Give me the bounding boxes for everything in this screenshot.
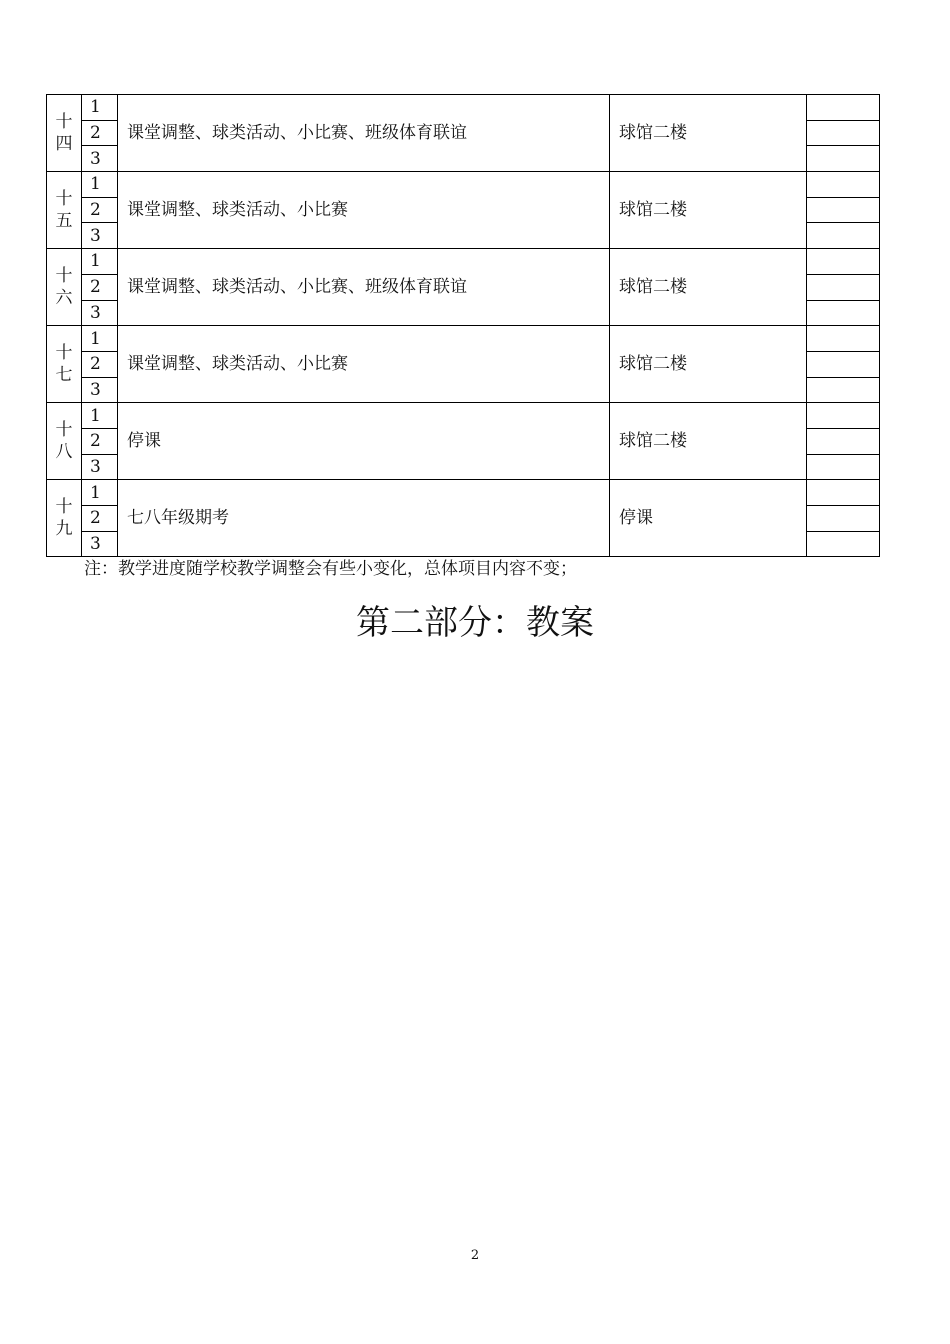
blank-cell bbox=[807, 223, 880, 249]
page-number: 2 bbox=[470, 1248, 480, 1263]
schedule-table bbox=[46, 94, 880, 557]
blank-cell bbox=[807, 377, 880, 403]
blank-cell bbox=[807, 146, 880, 172]
lesson-content: 停课 bbox=[118, 403, 610, 480]
lesson-content: 课堂调整、球类活动、小比赛 bbox=[118, 172, 610, 249]
week-cell bbox=[47, 172, 82, 249]
lesson-number: 3 bbox=[82, 377, 118, 403]
blank-cell bbox=[807, 95, 880, 121]
lesson-number: 2 bbox=[82, 197, 118, 223]
week-cell bbox=[47, 403, 82, 480]
lesson-number: 3 bbox=[82, 454, 118, 480]
lesson-number: 3 bbox=[82, 300, 118, 326]
blank-cell bbox=[807, 351, 880, 377]
lesson-place: 球馆二楼 bbox=[610, 326, 807, 403]
lesson-number: 2 bbox=[82, 120, 118, 146]
lesson-number: 1 bbox=[82, 172, 118, 198]
lesson-content: 课堂调整、球类活动、小比赛、班级体育联谊 bbox=[118, 95, 610, 172]
lesson-number: 2 bbox=[82, 428, 118, 454]
lesson-number: 1 bbox=[82, 326, 118, 352]
blank-cell bbox=[807, 249, 880, 275]
week-char: 五 bbox=[55, 211, 73, 232]
lesson-number: 3 bbox=[82, 531, 118, 557]
week-char: 八 bbox=[55, 442, 73, 463]
table-row bbox=[47, 95, 880, 121]
schedule-note: 注：教学进度随学校教学调整会有些小变化，总体项目内容不变； bbox=[84, 559, 577, 579]
table-row bbox=[47, 172, 880, 198]
week-char: 十 bbox=[55, 343, 73, 364]
blank-cell bbox=[807, 300, 880, 326]
week-char: 十 bbox=[55, 420, 73, 441]
week-char: 九 bbox=[55, 519, 73, 540]
lesson-number: 3 bbox=[82, 146, 118, 172]
lesson-content: 课堂调整、球类活动、小比赛、班级体育联谊 bbox=[118, 249, 610, 326]
lesson-number: 3 bbox=[82, 223, 118, 249]
blank-cell bbox=[807, 428, 880, 454]
table-row bbox=[47, 480, 880, 506]
lesson-place: 球馆二楼 bbox=[610, 172, 807, 249]
lesson-number: 1 bbox=[82, 95, 118, 121]
week-char: 十 bbox=[55, 497, 73, 518]
week-cell bbox=[47, 326, 82, 403]
week-char: 十 bbox=[55, 112, 73, 133]
lesson-content: 课堂调整、球类活动、小比赛 bbox=[118, 326, 610, 403]
week-char: 七 bbox=[55, 365, 73, 386]
week-cell bbox=[47, 249, 82, 326]
blank-cell bbox=[807, 480, 880, 506]
lesson-place: 球馆二楼 bbox=[610, 249, 807, 326]
lesson-number: 2 bbox=[82, 506, 118, 532]
blank-cell bbox=[807, 326, 880, 352]
blank-cell bbox=[807, 531, 880, 557]
week-char: 十 bbox=[55, 189, 73, 210]
table-row bbox=[47, 326, 880, 352]
blank-cell bbox=[807, 403, 880, 429]
blank-cell bbox=[807, 274, 880, 300]
week-char: 十 bbox=[55, 266, 73, 287]
lesson-number: 2 bbox=[82, 274, 118, 300]
lesson-content: 七八年级期考 bbox=[118, 480, 610, 557]
lesson-place: 球馆二楼 bbox=[610, 95, 807, 172]
lesson-place: 停课 bbox=[610, 480, 807, 557]
blank-cell bbox=[807, 454, 880, 480]
blank-cell bbox=[807, 120, 880, 146]
lesson-number: 2 bbox=[82, 351, 118, 377]
blank-cell bbox=[807, 172, 880, 198]
lesson-place: 球馆二楼 bbox=[610, 403, 807, 480]
blank-cell bbox=[807, 506, 880, 532]
blank-cell bbox=[807, 197, 880, 223]
lesson-number: 1 bbox=[82, 403, 118, 429]
table-row bbox=[47, 249, 880, 275]
section-heading: 第二部分：教案 bbox=[356, 603, 594, 643]
week-cell bbox=[47, 95, 82, 172]
lesson-number: 1 bbox=[82, 249, 118, 275]
week-char: 四 bbox=[55, 134, 73, 155]
table-row bbox=[47, 403, 880, 429]
week-cell bbox=[47, 480, 82, 557]
week-char: 六 bbox=[55, 288, 73, 309]
lesson-number: 1 bbox=[82, 480, 118, 506]
